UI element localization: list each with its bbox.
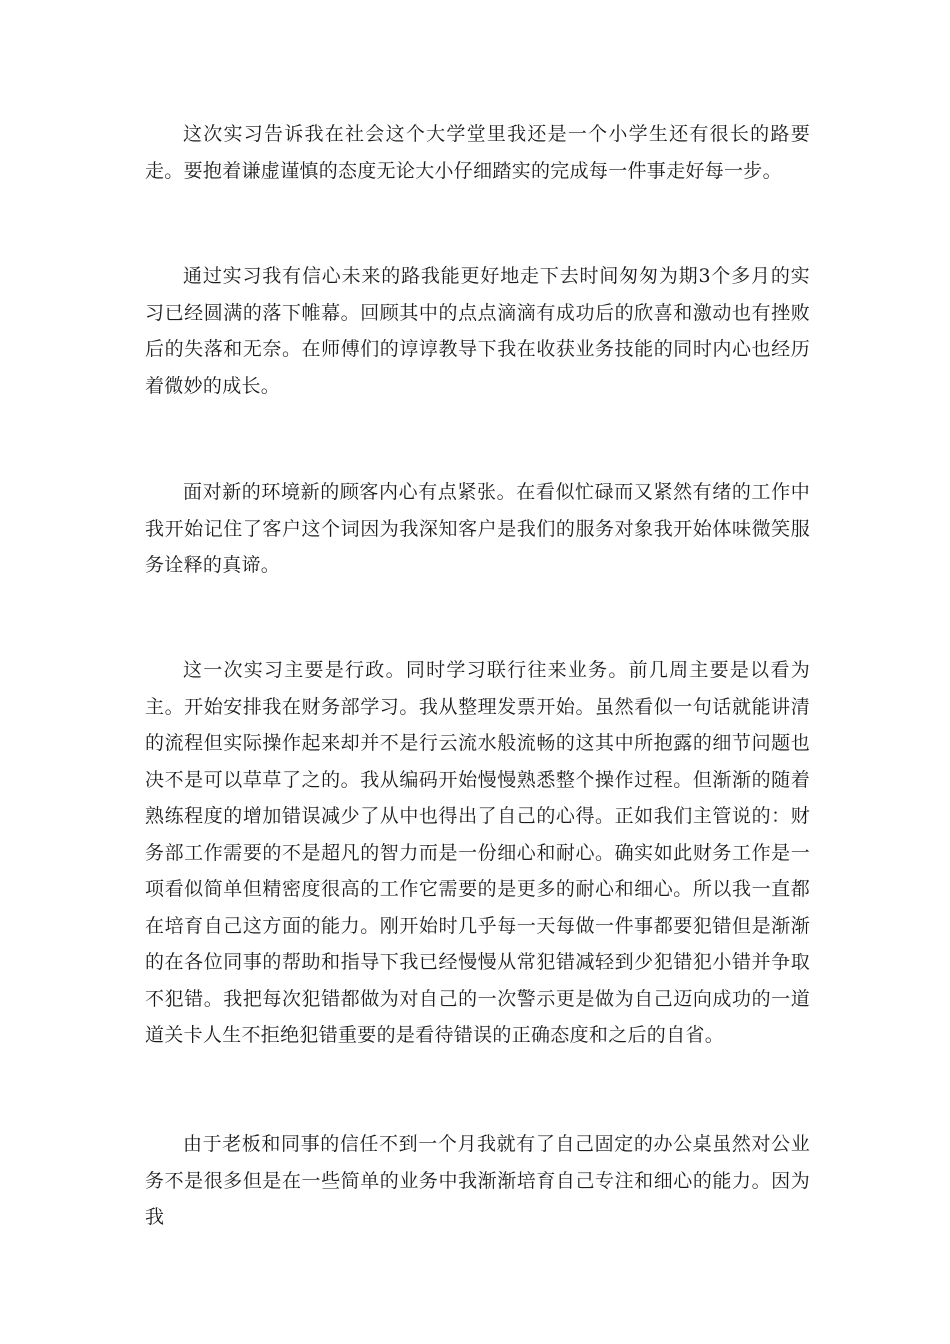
paragraph: 面对新的环境新的顾客内心有点紧张。在看似忙碌而又紧然有绪的工作中我开始记住了客户这个词因为我深知客户是我们的服务对象我开始体味微笑服务诠释的真谛。 xyxy=(145,481,810,576)
paragraph: 这次实习告诉我在社会这个大学堂里我还是一个小学生还有很长的路要走。要抱着谦虚谨慎的态度无论大小仔细踏实的完成每一件事走好每一步。 xyxy=(145,123,810,182)
paragraph: 由于老板和同事的信任不到一个月我就有了自己固定的办公桌虽然对公业务不是很多但是在一些简单的业务中我渐渐培育自己专注和细心的能力。因为我 xyxy=(145,1133,810,1228)
paragraph: 通过实习我有信心未来的路我能更好地走下去时间匆匆为期3个多月的实习已经圆满的落下帷幕。回顾其中的点点滴滴有成功后的欣喜和激动也有挫败后的失落和无奈。在师傅们的谆谆教导下我在收获业务技能的同时内心也经历着微妙的成长。 xyxy=(145,265,810,397)
paragraph: 这一次实习主要是行政。同时学习联行往来业务。前几周主要是以看为主。开始安排我在财务部学习。我从整理发票开始。虽然看似一句话就能讲清的流程但实际操作起来却并不是行云流水般流畅的这其中所抱露的细节问题也决不是可以草草了之的。我从编码开始慢慢熟悉整个操作过程。但渐渐的随着熟练程度的增加错误减少了从中也得出了自己的心得。正如我们主管说的：财务部工作需要的不是超凡的智力而是一份细心和耐心。确实如此财务工作是一项看似简单但精密度很高的工作它需要的是更多的耐心和细心。所以我一直都在培育自己这方面的能力。刚开始时几乎每一天每做一件事都要犯错但是渐渐的在各位同事的帮助和指导下我已经慢慢从常犯错减轻到少犯错犯小错并争取不犯错。我把每次犯错都做为对自己的一次警示更是做为自己迈向成功的一道道关卡人生不拒绝犯错重要的是看待错误的正确态度和之后的自省。 xyxy=(145,659,810,1046)
